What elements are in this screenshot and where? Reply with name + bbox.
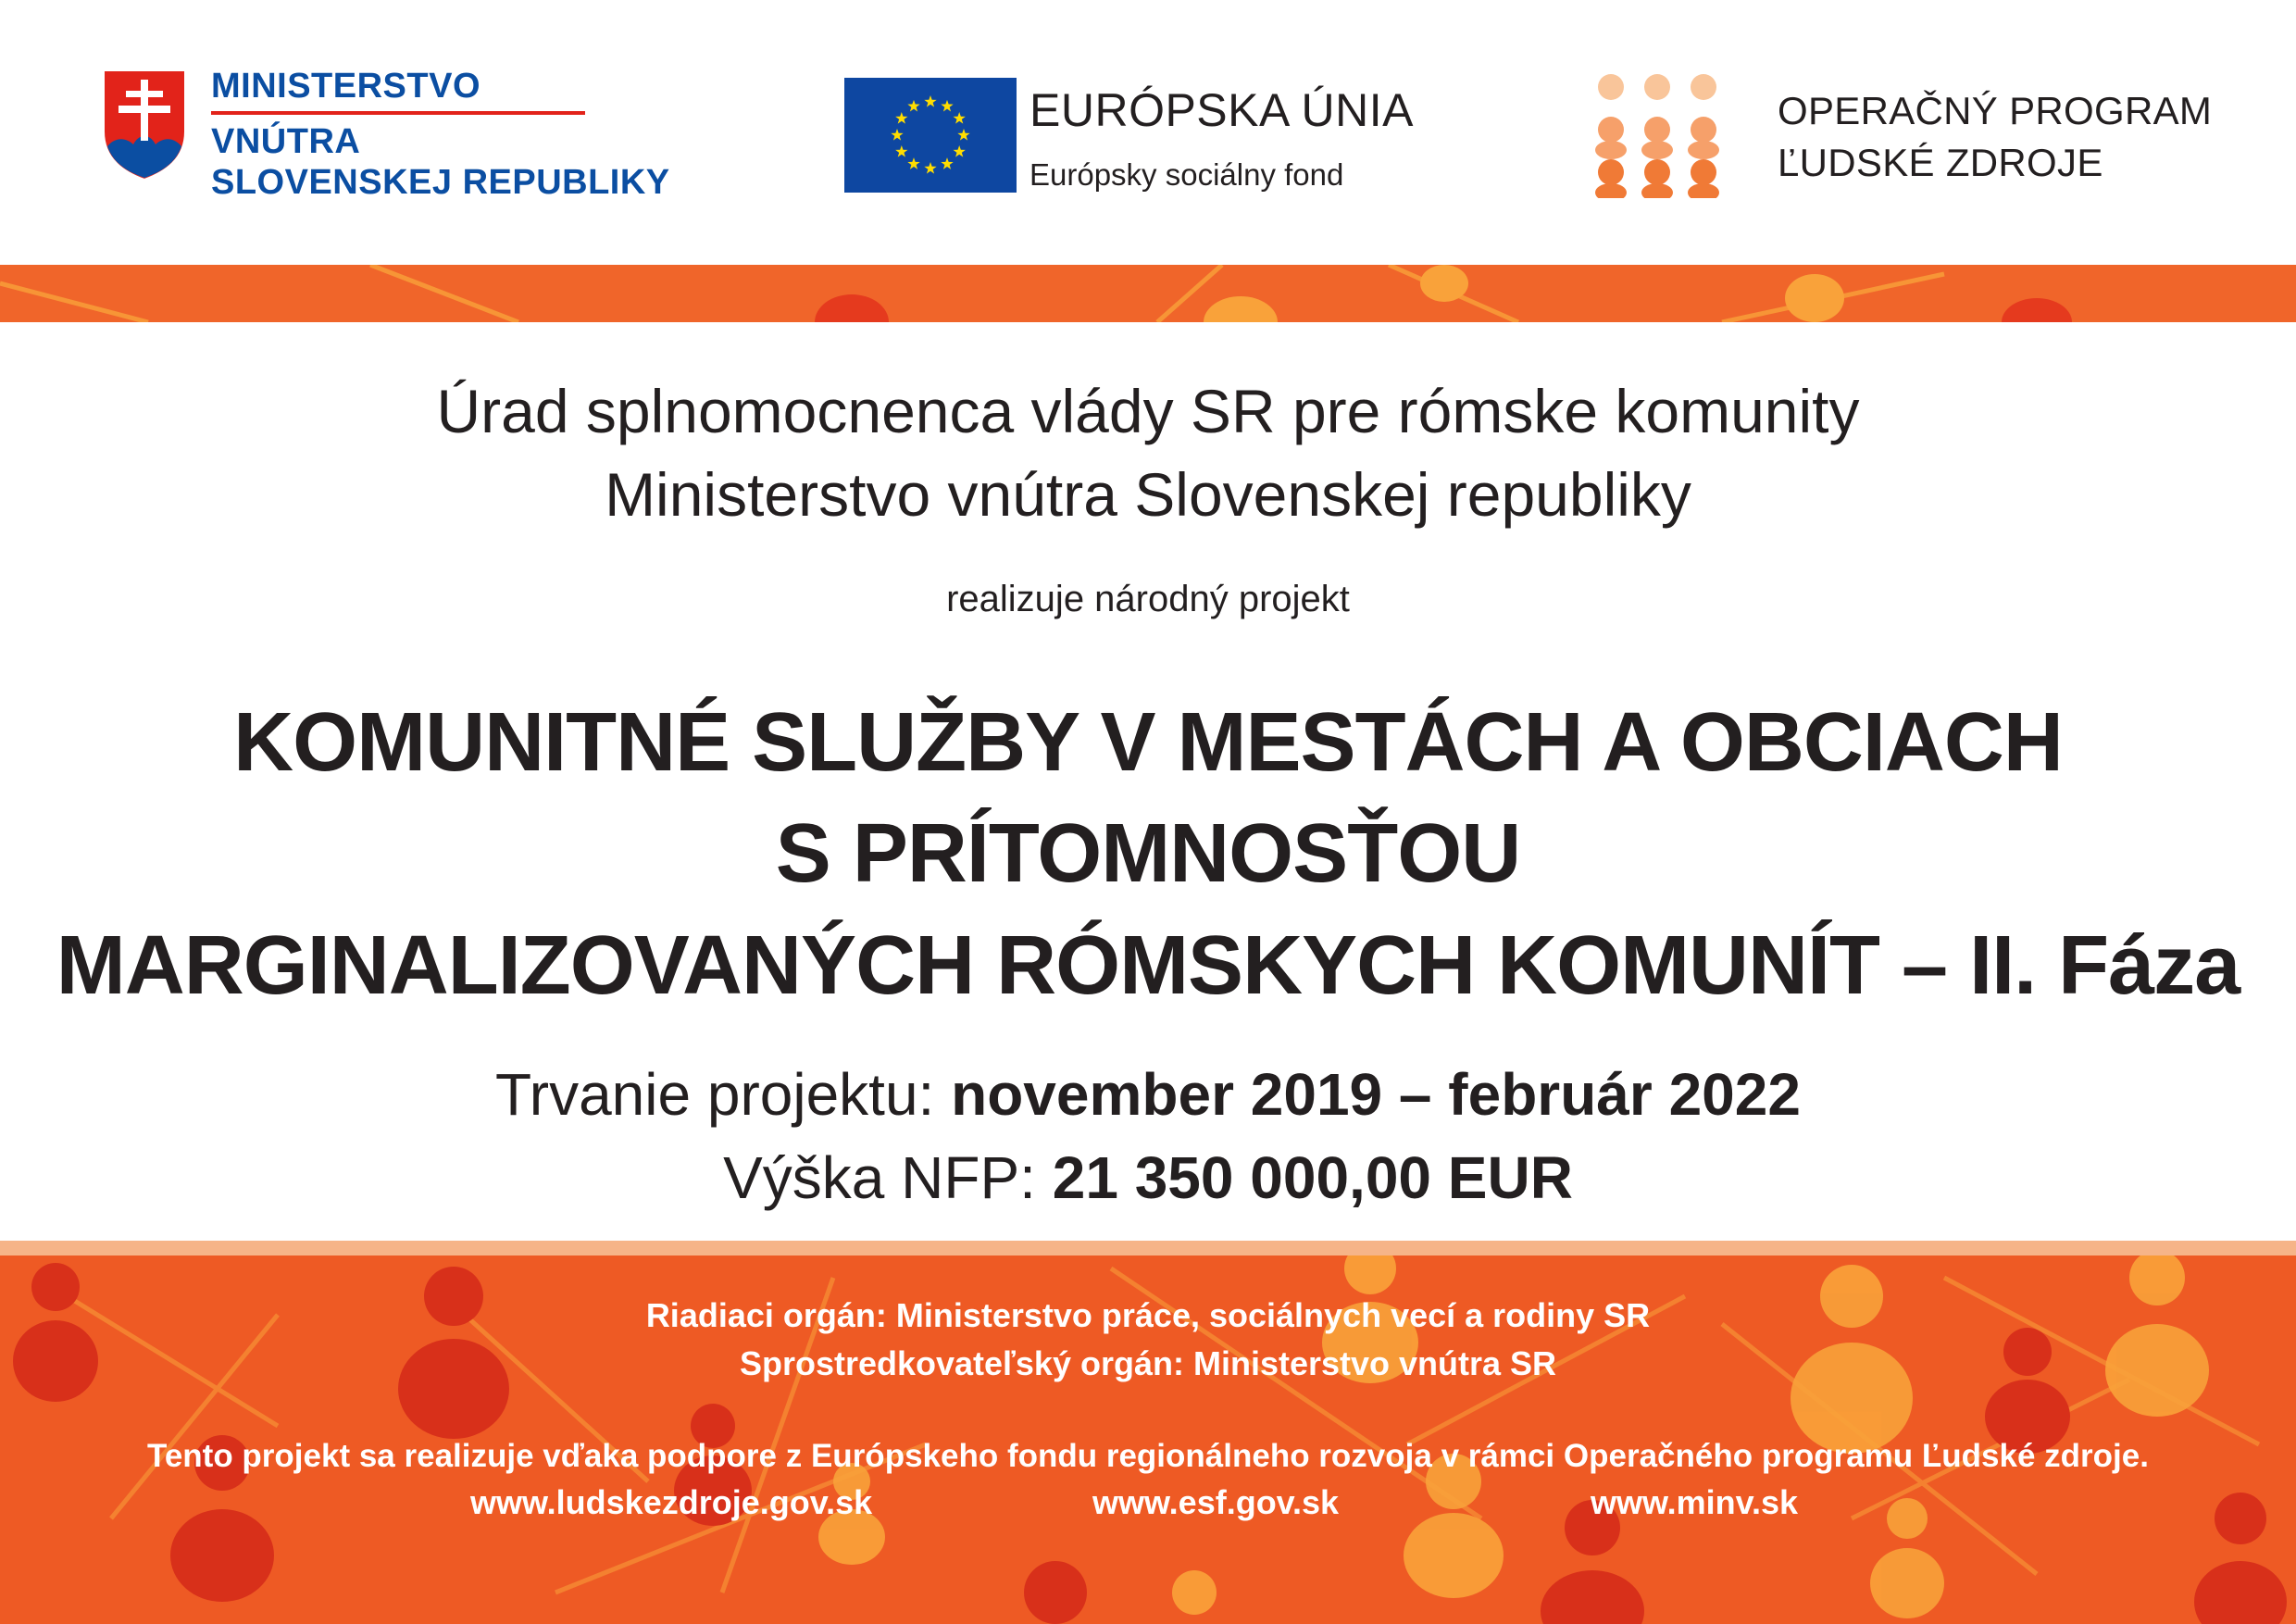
link-minv[interactable]: www.minv.sk — [1591, 1483, 1799, 1521]
nfp-label: Výška NFP: — [723, 1144, 1053, 1211]
managing-authority: Riadiaci orgán: Ministerstvo práce, sociálnych vecí a rodiny SR — [645, 1296, 1651, 1334]
op-logo-line2: ĽUDSKÉ ZDROJE — [1778, 141, 2103, 184]
op-logo-line1: OPERAČNÝ PROGRAM — [1778, 89, 2213, 132]
op-dot-body — [1641, 141, 1673, 159]
op-dot-body — [1595, 141, 1627, 159]
decorative-band-bottom-edge — [0, 1241, 2296, 1255]
header — [0, 0, 2296, 265]
decorative-band-top — [0, 265, 2296, 322]
ministry-logo-line2: VNÚTRA — [211, 122, 361, 161]
organization-line-1: Úrad splnomocnenca vlády SR pre rómske komunity — [436, 377, 1860, 445]
realizes-label: realizuje národný projekt — [946, 579, 1350, 619]
op-dot-head — [1644, 74, 1670, 100]
ministry-logo-line1: MINISTERSTVO — [211, 67, 481, 106]
op-dot-head — [1691, 159, 1716, 185]
op-logo — [1592, 72, 2240, 202]
op-dot-head — [1644, 117, 1670, 143]
ministry-logo — [100, 67, 670, 206]
op-dot-body — [1595, 183, 1627, 198]
ministry-logo-line3: SLOVENSKEJ REPUBLIKY — [211, 163, 670, 202]
op-dot-body — [1641, 183, 1673, 198]
op-dot-head — [1598, 74, 1624, 100]
project-title-line3: MARGINALIZOVANÝCH RÓMSKYCH KOMUNÍT – II. Fáza — [56, 919, 2240, 1012]
funding-note: Tento projekt sa realizuje vďaka podpore z Európskeho fondu regionálneho rozvoja v rámci Operačného programu Ľudské zdroje. — [147, 1438, 2149, 1474]
eu-flag-icon — [844, 78, 1017, 193]
op-dot-head — [1691, 74, 1716, 100]
link-ludskezdroje[interactable]: www.ludskezdroje.gov.sk — [470, 1483, 873, 1521]
organization-line-2: Ministerstvo vnútra Slovenskej republiky — [605, 460, 1691, 529]
op-dot-head — [1644, 159, 1670, 185]
eu-logo — [844, 78, 1414, 198]
project-duration — [0, 1057, 2296, 1131]
slovak-coat-of-arms-icon — [100, 67, 189, 181]
project-nfp — [0, 1141, 2296, 1215]
eu-logo-subtitle: Európsky sociálny fond — [1029, 157, 1344, 192]
project-title-line2: S PRÍTOMNOSŤOU — [775, 807, 1521, 900]
eu-logo-title: EURÓPSKA ÚNIA — [1029, 84, 1414, 136]
link-esf[interactable]: www.esf.gov.sk — [1092, 1483, 1340, 1521]
intermediate-body: Sprostredkovateľský orgán: Ministerstvo vnútra SR — [739, 1344, 1557, 1382]
op-dot-body — [1688, 183, 1719, 198]
op-dot-head — [1598, 117, 1624, 143]
op-dot-head — [1691, 117, 1716, 143]
project-title-line1: KOMUNITNÉ SLUŽBY V MESTÁCH A OBCIACH — [233, 696, 2063, 789]
ministry-logo-underline — [211, 111, 585, 115]
op-dot-body — [1688, 141, 1719, 159]
nfp-value: 21 350 000,00 EUR — [1052, 1144, 1573, 1211]
people-network-pattern-top — [0, 265, 2296, 322]
duration-value: november 2019 – február 2022 — [951, 1061, 1801, 1128]
duration-label: Trvanie projektu: — [495, 1061, 952, 1128]
op-dot-head — [1598, 159, 1624, 185]
op-people-dots-icon — [1592, 72, 1722, 198]
